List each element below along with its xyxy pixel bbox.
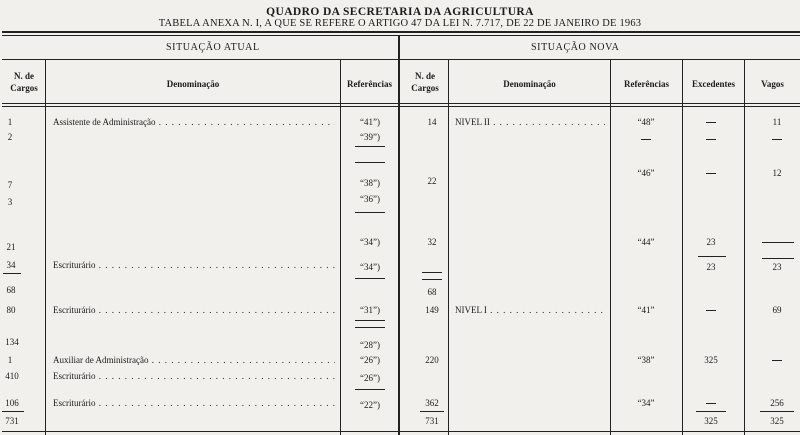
ref-rule [355, 212, 385, 213]
col-line [610, 59, 611, 435]
dash [706, 122, 716, 123]
right-n-cargos: 220 [425, 355, 439, 365]
left-n-cargos-total: 731 [5, 416, 19, 426]
bottom-rule [2, 431, 800, 432]
sum-rule [420, 411, 444, 412]
right-referencia: “44” [637, 237, 655, 247]
left-denominacao: Escriturário . . . [53, 371, 335, 381]
header-rule [2, 103, 800, 104]
excedentes-value: 23 [706, 237, 716, 247]
dash [772, 139, 782, 140]
left-referencia: “26”) [360, 373, 380, 383]
vagos-value: 11 [772, 117, 782, 127]
sum-rule [696, 411, 726, 412]
sum-rule [2, 411, 24, 412]
right-n-cargos: 32 [427, 237, 437, 247]
right-referencia: “34” [637, 398, 655, 408]
left-referencia: “41”) [360, 117, 380, 127]
sum-rule [422, 279, 442, 280]
dash [706, 310, 716, 311]
dash [706, 403, 716, 404]
col-line [45, 59, 46, 435]
left-referencia: “22”) [360, 400, 380, 410]
vagos-value: 69 [772, 305, 782, 315]
left-n-cargos: 21 [6, 242, 16, 252]
top-rule-thin [2, 35, 800, 36]
header-n-cargos-right: N. de Cargos [411, 71, 439, 93]
col-line [340, 59, 341, 435]
left-n-cargos: 34 [6, 260, 16, 270]
right-n-cargos-total: 731 [425, 416, 439, 426]
excedentes-value: 23 [706, 262, 716, 272]
left-n-cargos: 68 [6, 285, 16, 295]
header-referencias-right: Referências [624, 79, 669, 89]
ref-rule [355, 162, 385, 163]
left-referencia: “26”) [360, 355, 380, 365]
right-referencia: “38” [637, 355, 655, 365]
left-n-cargos: 410 [5, 371, 19, 381]
vagos-value: 12 [772, 168, 782, 178]
right-n-cargos: 68 [427, 287, 437, 297]
left-referencia: “39”) [360, 132, 380, 142]
header-vagos: Vagos [761, 79, 784, 89]
sum-rule [760, 411, 794, 412]
header-n-cargos-left: N. de Cargos [10, 71, 38, 93]
col-line [448, 59, 449, 435]
right-denominacao: NIVEL I . . . [455, 305, 605, 315]
right-referencia: “46” [637, 168, 655, 178]
sum-rule [422, 272, 442, 273]
ref-rule [355, 278, 385, 279]
dash [772, 360, 782, 361]
right-referencia: “48” [637, 117, 655, 127]
vagos-total: 325 [770, 416, 784, 426]
right-denominacao: NIVEL II . . . [455, 117, 605, 127]
left-denominacao: Assistente de Administração . . . [53, 117, 335, 127]
left-referencia: “38”) [360, 178, 380, 188]
dash [706, 173, 716, 174]
top-rule [2, 31, 800, 33]
section-situacao-atual: SITUAÇÃO ATUAL [166, 42, 260, 53]
dash [641, 139, 651, 140]
header-denominacao-left: Denominação [166, 79, 220, 89]
excedentes-value: 325 [704, 355, 718, 365]
sum-rule [762, 258, 794, 259]
col-line [682, 59, 683, 435]
header-excedentes: Excedentes [692, 79, 735, 89]
sum-rule [3, 273, 21, 274]
left-denominacao: Escriturário . . . [53, 398, 335, 408]
excedentes-total: 325 [704, 416, 718, 426]
right-n-cargos: 22 [427, 176, 437, 186]
left-referencia: “34”) [360, 237, 380, 247]
table-title: QUADRO DA SECRETARIA DA AGRICULTURA [266, 6, 534, 18]
ref-rule [355, 389, 385, 390]
left-denominacao: Escriturário . . . [53, 260, 335, 270]
left-n-cargos: 106 [5, 398, 19, 408]
vagos-value: 23 [772, 262, 782, 272]
left-n-cargos: 1 [7, 355, 13, 365]
left-denominacao: Escriturário . . . [53, 305, 335, 315]
right-n-cargos: 14 [427, 117, 437, 127]
left-n-cargos: 134 [5, 337, 19, 347]
left-referencia: “31”) [360, 305, 380, 315]
section-situacao-nova: SITUAÇÃO NOVA [531, 42, 620, 53]
left-n-cargos: 3 [7, 197, 13, 207]
right-n-cargos: 149 [425, 305, 439, 315]
left-referencia: “36”) [360, 194, 380, 204]
sum-rule [762, 242, 794, 243]
left-referencia: “34”) [360, 262, 380, 272]
right-n-cargos: 362 [425, 398, 439, 408]
section-rule [2, 59, 800, 60]
sum-rule [698, 256, 726, 257]
dash [706, 139, 716, 140]
left-referencia: “28”) [360, 340, 380, 350]
table-subtitle: TABELA ANEXA N. I, A QUE SE REFERE O ARTIGO 47 DA LEI N. 7.717, DE 22 DE JANEIRO DE 1963 [158, 18, 642, 29]
left-n-cargos: 2 [7, 132, 13, 142]
header-denominacao-right: Denominação [503, 79, 556, 89]
right-referencia: “41” [637, 305, 655, 315]
ref-rule [355, 327, 385, 328]
ref-rule [355, 320, 385, 321]
col-line [744, 59, 745, 435]
header-referencias-left: Referências [347, 79, 392, 89]
col-divider-main [398, 36, 400, 435]
vagos-value: 256 [770, 398, 784, 408]
left-n-cargos: 7 [7, 180, 13, 190]
left-n-cargos: 1 [7, 117, 13, 127]
header-rule-2 [2, 106, 800, 107]
ref-rule [355, 146, 385, 147]
left-n-cargos: 80 [6, 305, 16, 315]
left-denominacao: Auxiliar de Administração . . . [53, 355, 335, 365]
